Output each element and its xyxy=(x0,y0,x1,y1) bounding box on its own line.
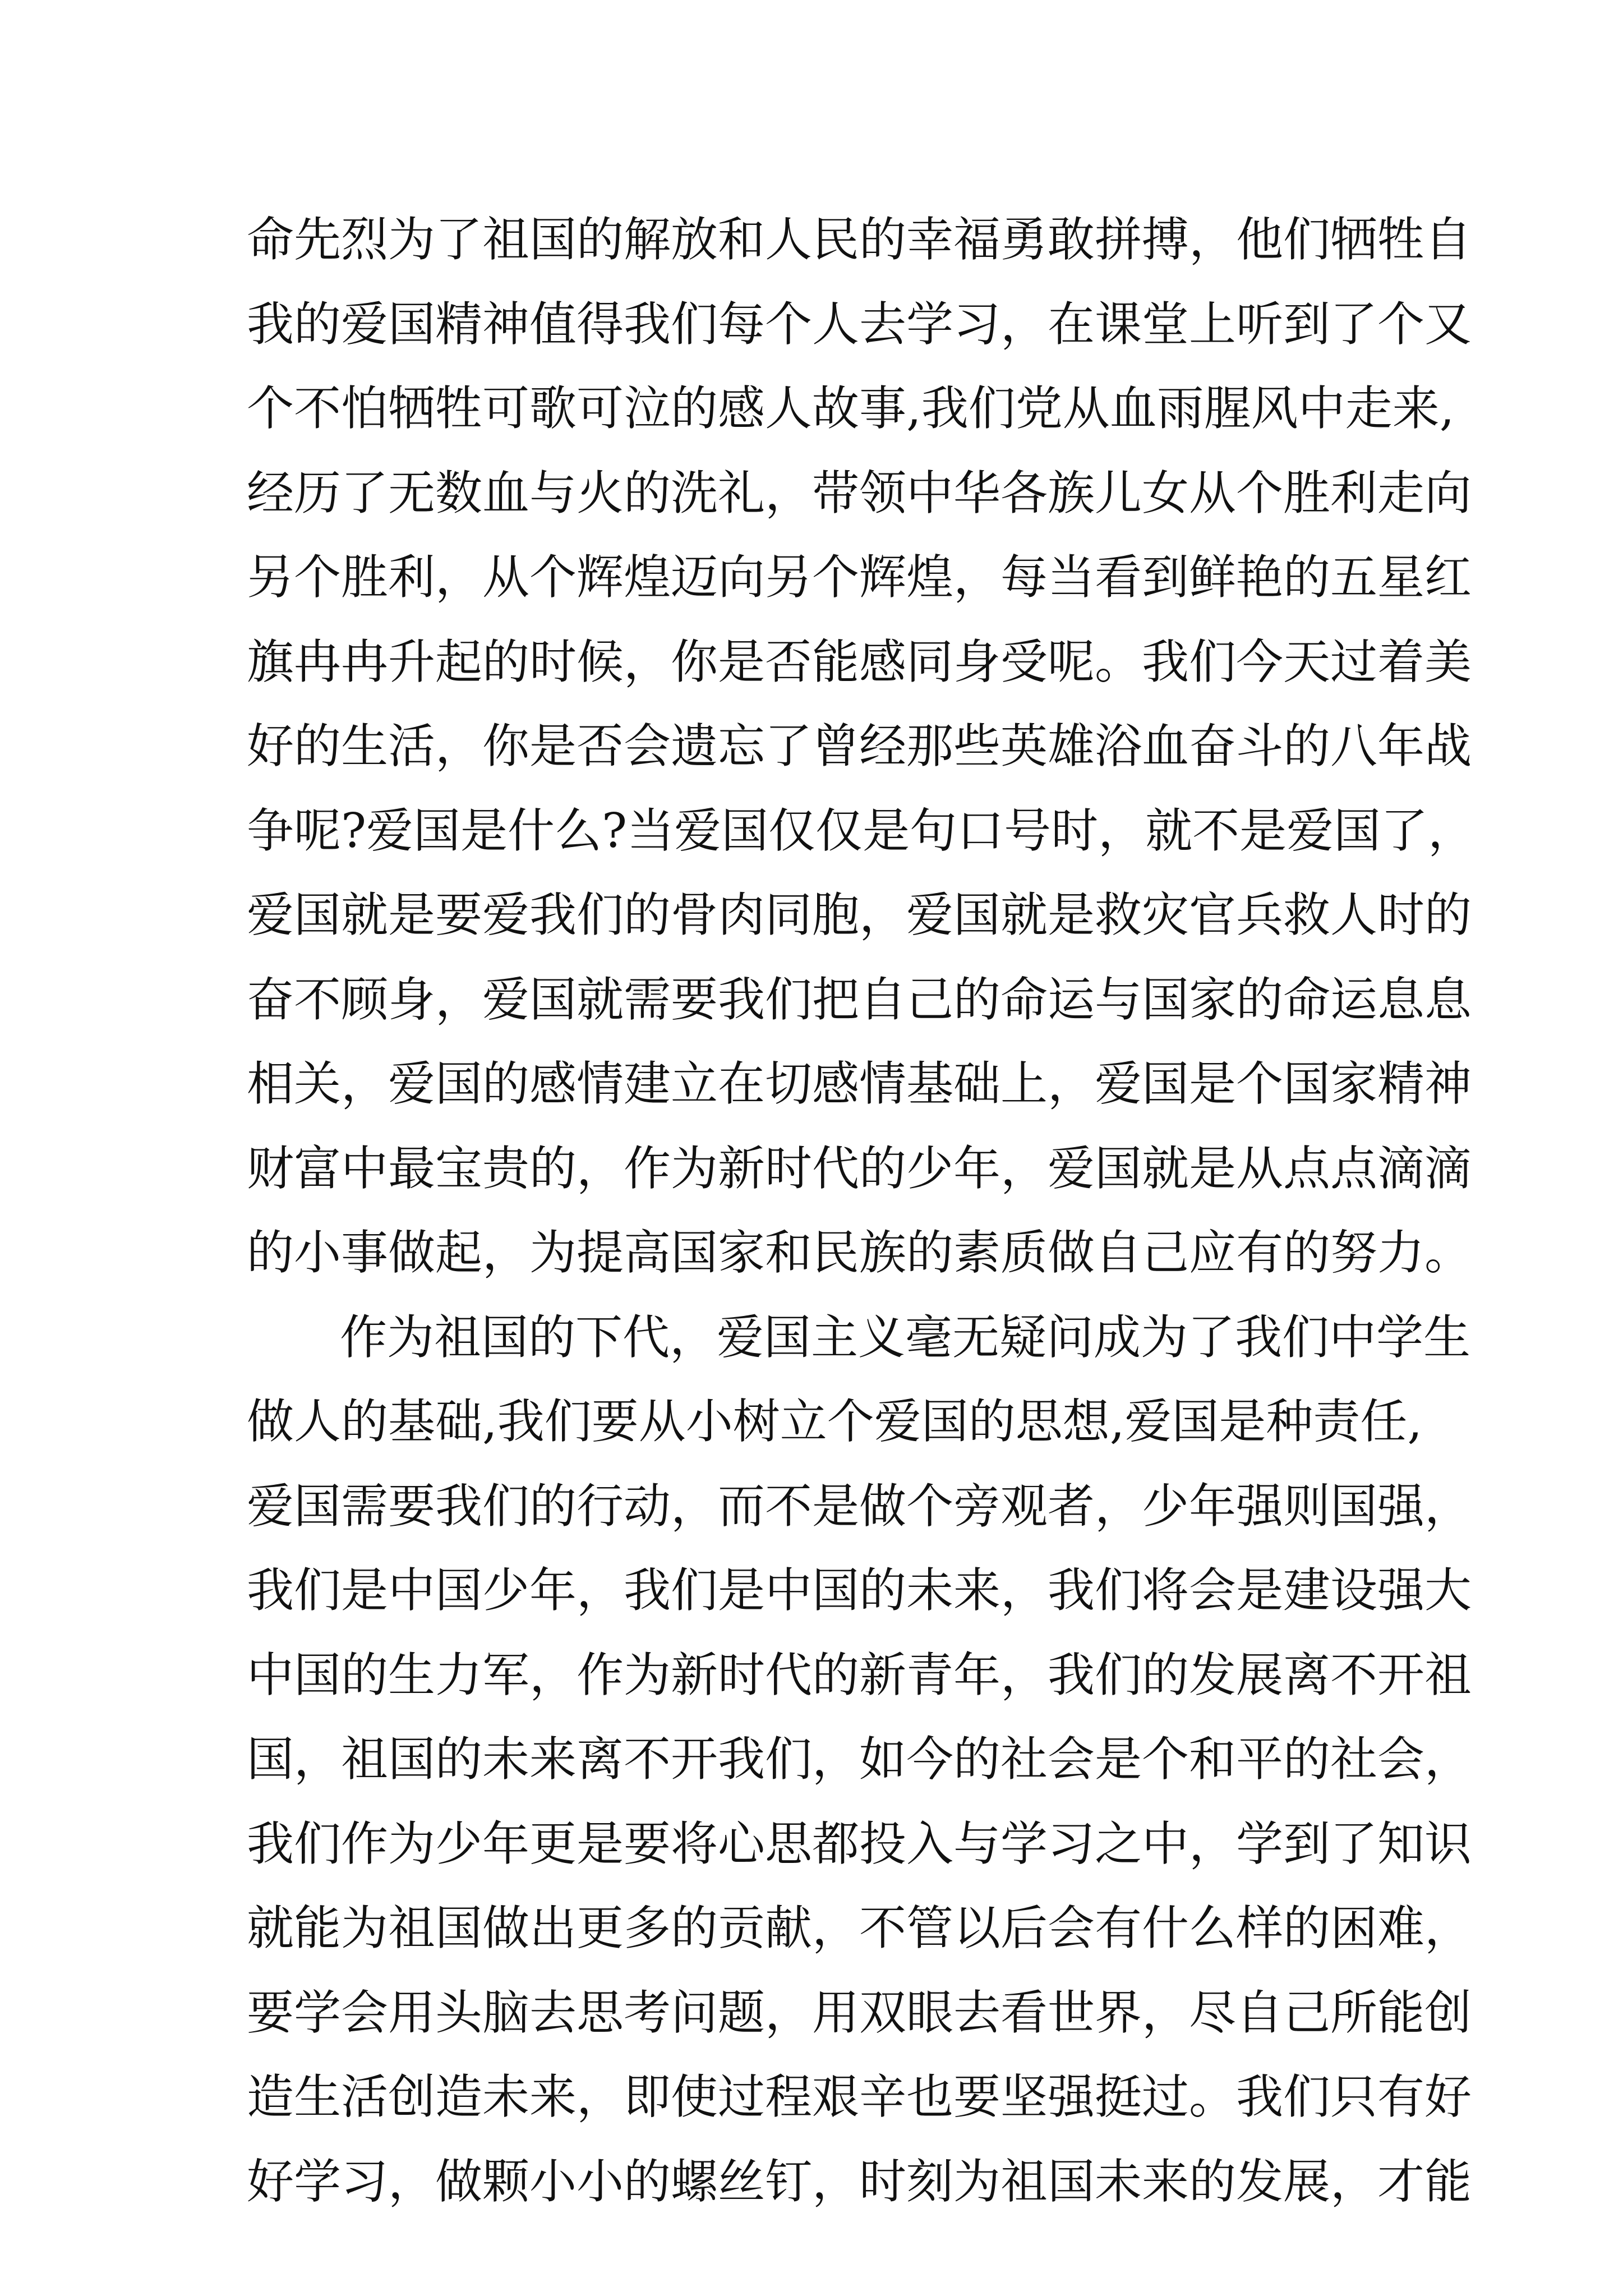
paragraph-first-line: 作为祖国的下代，爱国主义毫无疑问成为了我们中学生 xyxy=(340,1309,1471,1365)
text-line: 争呢?爱国是什么?当爱国仅仅是句口号时，就不是爱国了， xyxy=(247,803,1476,858)
text-line: 要学会用头脑去思考问题，用双眼去看世界，尽自己所能创 xyxy=(247,1985,1472,2040)
text-line: 我的爱国精神值得我们每个人去学习，在课堂上听到了个又 xyxy=(247,296,1472,352)
text-line: 爱国需要我们的行动，而不是做个旁观者，少年强则国强， xyxy=(247,1478,1472,1534)
text-line: 奋不顾身，爱国就需要我们把自己的命运与国家的命运息息 xyxy=(247,972,1472,1027)
text-line: 爱国就是要爱我们的骨肉同胞，爱国就是救灾官兵救人时的 xyxy=(247,887,1472,942)
text-line: 旗冉冉升起的时候，你是否能感同身受呢。我们今天过着美 xyxy=(247,634,1472,689)
text-line: 的小事做起，为提高国家和民族的素质做自己应有的努力。 xyxy=(247,1225,1472,1280)
text-line: 中国的生力军，作为新时代的新青年，我们的发展离不开祖 xyxy=(247,1647,1472,1703)
text-line: 造生活创造未来，即使过程艰辛也要坚强挺过。我们只有好 xyxy=(247,2069,1472,2124)
text-line: 我们作为少年更是要将心思都投入与学习之中，学到了知识 xyxy=(247,1816,1472,1871)
text-line: 财富中最宝贵的，作为新时代的少年，爱国就是从点点滴滴 xyxy=(247,1140,1472,1196)
text-line: 相关，爱国的感情建立在切感情基础上，爱国是个国家精神 xyxy=(247,1056,1472,1111)
text-line: 我们是中国少年，我们是中国的未来，我们将会是建设强大 xyxy=(247,1563,1472,1618)
text-line: 好学习，做颗小小的螺丝钉，时刻为祖国未来的发展，才能 xyxy=(247,2154,1472,2209)
text-line: 做人的基础,我们要从小树立个爱国的思想,爱国是种责任, xyxy=(247,1394,1423,1449)
text-line: 命先烈为了祖国的解放和人民的幸福勇敢拼搏，他们牺牲自 xyxy=(247,212,1472,267)
text-line: 经历了无数血与火的洗礼，带领中华各族儿女从个胜利走向 xyxy=(247,465,1472,521)
text-line: 国，祖国的未来离不开我们，如今的社会是个和平的社会， xyxy=(247,1732,1472,1787)
text-line: 就能为祖国做出更多的贡献，不管以后会有什么样的困难， xyxy=(247,1901,1472,1955)
text-line: 好的生活，你是否会遗忘了曾经那些英雄浴血奋斗的八年战 xyxy=(247,719,1472,774)
text-line: 个不怕牺牲可歌可泣的感人故事,我们党从血雨腥风中走来, xyxy=(247,381,1455,436)
text-line: 另个胜利，从个辉煌迈向另个辉煌，每当看到鲜艳的五星红 xyxy=(247,550,1472,605)
body-text xyxy=(247,197,1476,2224)
